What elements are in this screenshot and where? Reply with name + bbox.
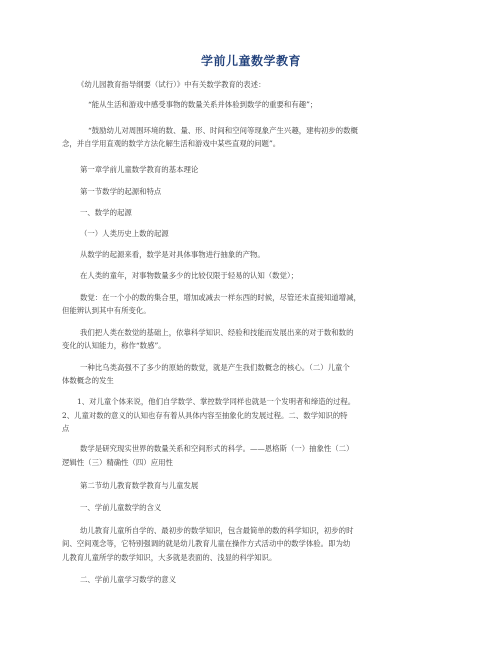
text-line: 逻辑性（三）精确性（四）应用性 (62, 458, 173, 467)
text-line: 但能辨认到其中有所变化。 (62, 306, 151, 315)
section-heading: 第一节数学的起源和特点 (80, 187, 162, 196)
subsection-heading: 一、学前儿童数学的含义 (80, 503, 162, 512)
text-line: 儿教育儿童所学的数学知识，大多就是表面的、浅显的科学知识。 (62, 553, 277, 562)
text-line: 2、儿童对数的意义的认知也存有着从具体内容至抽象化的发展过程。二、数学知识的特 (62, 411, 348, 420)
text-line: 在人类的童年，对事物数量多少的比较仅限于轻易的认知（数觉）； (80, 271, 299, 280)
subsection-heading: 一、数学的起源 (80, 208, 132, 217)
text-line: 数学是研究现实世界的数量关系和空间形式的科学。——恩格斯（一）抽象性（二） (80, 444, 354, 453)
subsection-heading: （一）人类历史上数的起源 (80, 229, 169, 238)
text-line: 1、对儿童个体来说，他们自学数学、掌控数学同样也就是一个发明者和缔造的过程。 (77, 397, 356, 406)
text-line: 变化的认知能力，称作“数感”。 (62, 341, 166, 350)
text-line: 念，并自学用直观的数学方法化解生活和游戏中某些直观的问题”。 (62, 139, 281, 148)
text-line: 从数学的起源来看，数学是对具体事物进行抽象的产物。 (80, 250, 265, 259)
document-title: 学前儿童数学教育 (200, 54, 301, 68)
text-line: 点 (62, 424, 70, 433)
text-line: 间、空间观念等，它特别强调的就是幼儿教育儿童在操作方式活动中的数学体验。即为幼 (62, 539, 351, 548)
text-line: 幼儿教育儿童所自学的、最初步的数学知识，包含最简单的数的科学知识，初步的时 (80, 526, 354, 535)
text-line: “鼓励幼儿对周围环境的数、量、形、时间和空间等现象产生兴趣，建构初步的数概 (88, 126, 358, 135)
text-line: 一种比乌类高强不了多少的原始的数觉，就是产生我们数概念的核心。（二）儿童个 (80, 363, 350, 372)
text-line: 《幼儿园教育指导纲要（试行）》中有关数学教育的表述： (77, 80, 266, 89)
chapter-heading: 第一章学前儿童数学教育的基本理论 (80, 165, 199, 174)
subsection-heading: 二、学前儿童学习数学的意义 (80, 575, 177, 584)
text-line: 我们把人类在数觉的基础上，依靠科学知识、经验和技能而发展出来的对于数和数的 (80, 328, 354, 337)
text-line: “能从生活和游戏中感受事物的数量关系并体验到数学的重要和有趣”； (88, 100, 318, 109)
text-line: 体数概念的发生 (62, 376, 114, 385)
text-line: 数觉：在一个小的数的集合里，增加或减去一样东西的时候，尽管还未直接知道增减， (80, 293, 361, 302)
section-heading: 第二节幼儿教育数学教育与儿童发展 (80, 481, 199, 490)
